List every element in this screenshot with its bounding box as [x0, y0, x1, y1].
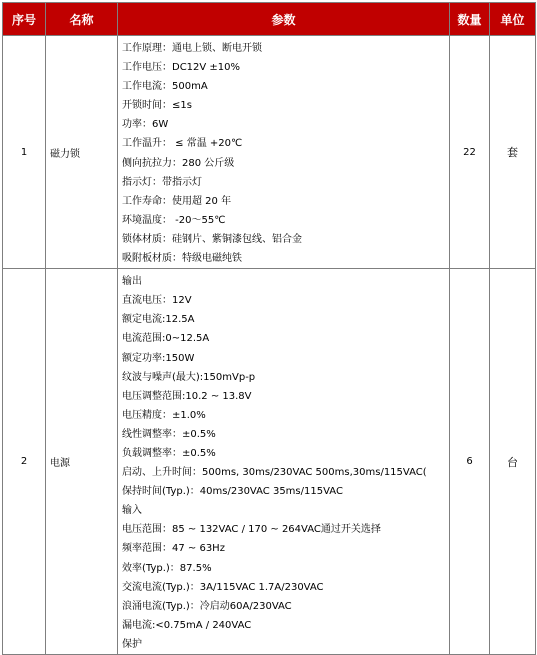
param-line: 电流范围:0~12.5A — [122, 333, 210, 345]
param-line: 直流电压：12V — [122, 295, 192, 307]
param-line: 电压调整范围:10.2 ~ 13.8V — [122, 390, 252, 402]
row-name: 电源 — [46, 269, 118, 655]
param-line: 工作电流：500mA — [122, 81, 208, 93]
param-line: 工作寿命：使用超 20 年 — [122, 195, 232, 207]
param-line: 输入 — [122, 505, 142, 517]
product-spec-table — [2, 2, 536, 655]
param-line: 纹波与噪声(最大):150mVp-p — [122, 371, 256, 383]
param-line: 输出 — [122, 276, 142, 288]
param-line: 效率(Typ.)：87.5% — [122, 562, 212, 574]
param-line: 侧向抗拉力：280 公斤级 — [122, 157, 235, 169]
param-line: 启动、上升时间：500ms, 30ms/230VAC 500ms,30ms/115VAC( — [122, 467, 427, 479]
header-unit: 单位 — [490, 3, 536, 36]
param-line: 开锁时间：≤1s — [122, 100, 192, 112]
table-row — [3, 36, 536, 269]
row-no: 1 — [3, 36, 46, 269]
param-line: 工作温升： ≤ 常温 +20℃ — [122, 138, 243, 150]
row-unit: 套 — [490, 36, 536, 269]
header-params: 参数 — [118, 3, 450, 36]
header-no: 序号 — [3, 3, 46, 36]
param-line: 额定功率:150W — [122, 352, 195, 364]
param-line: 电压范围：85 ~ 132VAC / 170 ~ 264VAC通过开关选择 — [122, 524, 381, 536]
row-name: 磁力锁 — [46, 36, 118, 269]
param-line: 电压精度：±1.0% — [122, 409, 206, 421]
header-qty: 数量 — [450, 3, 490, 36]
param-line: 浪涌电流(Typ.)：冷启动60A/230VAC — [122, 600, 292, 612]
row-params — [118, 36, 450, 269]
param-line: 功率：6W — [122, 119, 169, 131]
row-qty: 6 — [450, 269, 490, 655]
param-line: 漏电流:<0.75mA / 240VAC — [122, 619, 252, 631]
header-name: 名称 — [46, 3, 118, 36]
param-line: 吸附板材质：特级电磁纯铁 — [122, 253, 242, 265]
row-qty: 22 — [450, 36, 490, 269]
header-row — [3, 3, 536, 36]
row-unit: 台 — [490, 269, 536, 655]
param-line: 环境温度： -20～55℃ — [122, 214, 226, 226]
param-line: 负载调整率：±0.5% — [122, 447, 216, 459]
param-line: 锁体材质：硅钢片、紫铜漆包线、铝合金 — [122, 233, 302, 245]
param-line: 保护 — [122, 638, 142, 650]
param-line: 指示灯：带指示灯 — [122, 176, 202, 188]
param-line: 交流电流(Typ.)：3A/115VAC 1.7A/230VAC — [122, 581, 324, 593]
param-line: 工作电压：DC12V ±10% — [122, 62, 241, 74]
param-line: 工作原理：通电上锁、断电开锁 — [122, 43, 262, 54]
row-no: 2 — [3, 269, 46, 655]
param-line: 频率范围：47 ~ 63Hz — [122, 543, 225, 555]
param-line: 额定电流:12.5A — [122, 314, 195, 326]
row-params — [118, 269, 450, 655]
table-row — [3, 269, 536, 655]
param-line: 保持时间(Typ.)：40ms/230VAC 35ms/115VAC — [122, 486, 343, 498]
param-line: 线性调整率：±0.5% — [122, 428, 216, 440]
